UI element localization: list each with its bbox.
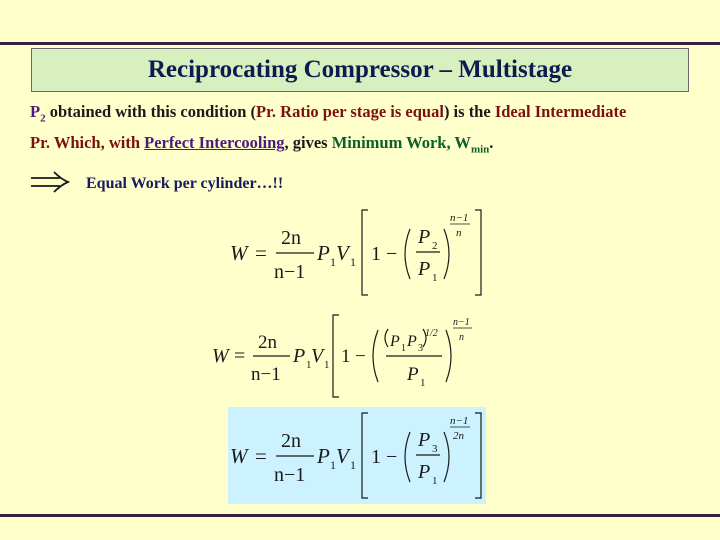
subscript: 1 xyxy=(432,475,438,487)
work-symbol: W xyxy=(230,444,248,468)
numerator: 2n xyxy=(258,332,277,353)
volume-symbol: V xyxy=(336,241,349,265)
p2-symbol: P xyxy=(30,102,41,121)
double-right-arrow-icon xyxy=(30,170,70,194)
right-paren xyxy=(444,432,449,482)
right-bracket xyxy=(475,210,481,295)
work-symbol: W xyxy=(212,345,229,367)
text-segment: ) is the xyxy=(443,102,495,121)
exponent-denominator: n xyxy=(456,227,462,239)
work-equation-3 xyxy=(228,407,490,504)
volume-symbol: V xyxy=(336,444,349,468)
exponent-denominator: n xyxy=(459,332,464,343)
top-rule xyxy=(0,42,720,45)
pressure-symbol: P xyxy=(418,429,431,451)
equals-sign: = xyxy=(255,444,267,468)
left-bracket xyxy=(362,413,368,498)
subscript: 1 xyxy=(330,255,336,269)
work-symbol: W xyxy=(230,241,248,265)
pressure-symbol: P xyxy=(317,241,330,265)
half-exponent: 1/2 xyxy=(425,328,438,339)
subscript: 1 xyxy=(350,458,356,472)
right-paren xyxy=(446,330,451,382)
p2-subscript: 2 xyxy=(40,112,46,125)
right-bracket xyxy=(475,413,481,498)
exponent-numerator: n−1 xyxy=(450,212,469,224)
minus-sign: − xyxy=(386,446,398,468)
text-segment: Pr. Which, with xyxy=(30,133,145,152)
subscript: 3 xyxy=(432,443,438,455)
pressure-ratio-phrase: Pr. Ratio per stage is equal xyxy=(256,102,444,121)
paragraph-line-1 xyxy=(30,102,626,124)
subscript: 3 xyxy=(418,343,423,354)
left-bracket xyxy=(362,210,368,295)
denominator: n−1 xyxy=(251,364,281,385)
pressure-symbol: P xyxy=(390,333,400,350)
w-min-subscript: min xyxy=(470,143,490,156)
equals-sign: = xyxy=(255,241,267,265)
one: 1 xyxy=(371,243,381,265)
minus-sign: − xyxy=(386,243,398,265)
equal-work-statement: Equal Work per cylinder…!! xyxy=(86,175,284,192)
slide-title: Reciprocating Compressor – Multistage xyxy=(147,56,573,83)
ideal-intermediate-phrase: Ideal Intermediate xyxy=(494,102,627,121)
text-segment: obtained with this condition ( xyxy=(45,102,257,121)
pressure-symbol: P xyxy=(407,333,417,350)
paragraph-line-2 xyxy=(30,133,493,155)
equals-sign: = xyxy=(234,345,246,367)
subscript: 2 xyxy=(432,240,438,252)
exponent-numerator: n−1 xyxy=(450,415,469,427)
volume-symbol: V xyxy=(311,345,324,367)
pressure-symbol: P xyxy=(418,226,431,248)
left-paren xyxy=(405,432,410,482)
numerator: 2n xyxy=(281,227,301,249)
minimum-work-phrase: Minimum Work, W xyxy=(331,133,471,152)
pressure-symbol: P xyxy=(418,461,431,483)
subscript: 1 xyxy=(401,343,406,354)
work-equation-2 xyxy=(210,310,480,402)
left-bracket xyxy=(333,315,339,397)
right-paren xyxy=(444,229,449,279)
pressure-symbol: P xyxy=(317,444,330,468)
denominator: n−1 xyxy=(274,261,306,283)
subscript: 1 xyxy=(350,255,356,269)
subscript: 1 xyxy=(330,458,336,472)
minus-sign: − xyxy=(355,346,366,367)
pressure-symbol: P xyxy=(418,258,431,280)
exponent-numerator: n−1 xyxy=(453,317,470,328)
pressure-symbol: P xyxy=(293,345,306,367)
text-segment: , gives xyxy=(284,133,332,152)
bottom-rule xyxy=(0,514,720,517)
text-segment: . xyxy=(489,133,494,152)
subscript: 1 xyxy=(420,377,426,389)
one: 1 xyxy=(371,446,381,468)
work-equation-1 xyxy=(228,205,490,300)
exponent-denominator: 2n xyxy=(453,430,464,442)
inner-left-paren xyxy=(385,329,388,347)
one: 1 xyxy=(341,346,351,367)
subscript: 1 xyxy=(306,359,312,371)
subscript: 1 xyxy=(324,359,330,371)
numerator: 2n xyxy=(281,430,301,452)
subscript: 1 xyxy=(432,272,438,284)
left-paren xyxy=(405,229,410,279)
perfect-intercooling-phrase: Perfect Intercooling xyxy=(144,133,285,152)
denominator: n−1 xyxy=(274,464,306,486)
title-box xyxy=(31,48,689,92)
pressure-symbol: P xyxy=(407,364,419,385)
left-paren xyxy=(373,330,378,382)
